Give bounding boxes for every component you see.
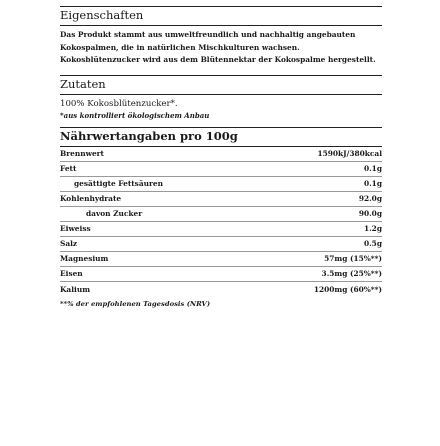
nutrition-row-brennwert [60,147,382,162]
nutrition-row-gesaettigte-fettsaeuren [60,177,382,192]
nutrition-label: Eiweiss [60,224,91,233]
nutrition-label: Kohlenhydrate [60,194,122,203]
product-info-panel [0,6,440,446]
nutrition-value: 1590kJ/380kcal [317,149,382,158]
nutrition-label: Brennwert [60,149,104,158]
nutrition-label: Kalium [60,284,91,294]
nutrition-value: 57mg (15%**) [324,254,382,263]
nutrition-label: Fett [60,164,77,173]
nutrition-table [60,147,382,297]
ingredient-note: *aus kontrolliert ökologischem Anbau [60,110,210,120]
nutrition-row-kalium [60,282,382,297]
nutrition-value: 92.0g [358,194,382,203]
nutrition-value: 1.2g [363,224,382,233]
nutrition-label: gesättigte Fettsäuren [74,179,163,188]
nutrition-label: Salz [60,239,78,248]
nutrition-value: 90.0g [358,209,382,218]
nutrition-row-magnesium [60,252,382,267]
nutrition-footnote: **% der empfohlenen Tagesdosis (NRV) [60,299,211,308]
nutrition-value: 0.1g [363,179,382,188]
nutrition-value: 1200mg (60%**) [313,284,382,294]
nutrition-row-eisen [60,267,382,282]
nutrition-label: Eisen [60,269,83,278]
ingredient-text: 100% Kokosblütenzucker*. [60,98,178,109]
nutrition-label: davon Zucker [86,209,143,218]
nutrition-value: 0.1g [363,164,382,173]
nutrition-value: 3.5mg (25%**) [321,269,382,278]
eigenschaften-text: Das Produkt stammt aus umweltfreundlich und nachhaltig angebauten Kokospalmen, die in natürlichen Mischkulturen wachsen. Kokosblütenzucker wird aus dem Blütennektar der Kokospalme hergestellt. [60,30,376,64]
eigenschaften-title: Eigenschaften [60,8,144,22]
nutrition-row-fett [60,162,382,177]
nutrition-row-salz [60,237,382,252]
zutaten-title: Zutaten [60,76,106,91]
nutrition-row-zucker [60,207,382,222]
nutrition-row-eiweiss [60,222,382,237]
nutrition-label: Magnesium [60,254,109,263]
nutrition-title: Nährwertangaben pro 100g [60,128,238,143]
nutrition-row-kohlenhydrate [60,192,382,207]
nutrition-value: 0.5g [363,239,382,248]
